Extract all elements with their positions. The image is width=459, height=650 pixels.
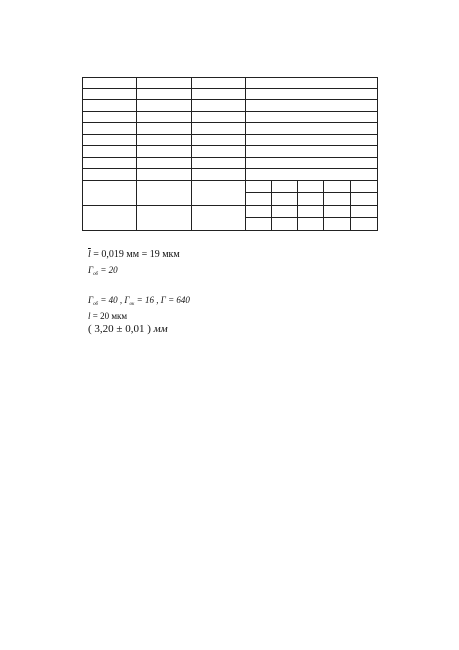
formula-text: = 20 [98, 265, 118, 275]
subcolumn-separator [323, 180, 324, 231]
row-separator [82, 99, 378, 100]
row-separator [82, 122, 378, 123]
column-separator [136, 77, 137, 231]
row-separator [82, 145, 378, 146]
formula-text: = 40 , [98, 295, 123, 305]
table-border-top [82, 77, 378, 78]
formula-text: = 0,019 мм = 19 мкм [90, 249, 180, 260]
formula-value: ( 3,20 ± 0,01 ) [88, 323, 151, 335]
formula-mean-l [88, 249, 180, 260]
table-border-right [377, 77, 378, 231]
formula-subscript: ок [129, 302, 135, 307]
subcolumn-separator [271, 180, 272, 231]
row-separator [82, 134, 378, 135]
formula-magnifications [88, 295, 190, 307]
formula-unit: мм [150, 323, 168, 335]
subcolumn-separator [297, 180, 298, 231]
formula-symbol-gamma: Г [160, 295, 166, 305]
row-separator [82, 88, 378, 89]
formula-subscript: об [93, 272, 99, 277]
formula-var-l: l [88, 311, 91, 321]
subrow-separator [245, 217, 378, 218]
subrow-separator [245, 192, 378, 193]
column-separator [191, 77, 192, 231]
table-border-left [82, 77, 83, 231]
row-separator [82, 157, 378, 158]
formula-text: = 20 мкм [90, 311, 128, 321]
formula-symbol-gamma: Г [124, 295, 130, 305]
formula-text: = 640 [165, 295, 190, 305]
column-separator [245, 77, 246, 231]
formula-text: = 16 , [134, 295, 159, 305]
empty-table [82, 77, 378, 231]
subcolumn-separator [350, 180, 351, 231]
row-separator [82, 111, 378, 112]
row-separator [82, 205, 378, 206]
formula-measurement-result [88, 323, 168, 335]
table-border-bottom [82, 230, 378, 231]
formula-symbol-gamma: Г [88, 295, 94, 305]
row-separator [82, 180, 378, 181]
formula-subscript: об [93, 302, 99, 307]
formula-var-l: $\overline{l}$ [88, 249, 91, 260]
formula-objective-magnification [88, 265, 118, 277]
row-separator [82, 168, 378, 169]
formula-symbol-gamma: Г [88, 265, 94, 275]
formula-length [88, 311, 127, 321]
